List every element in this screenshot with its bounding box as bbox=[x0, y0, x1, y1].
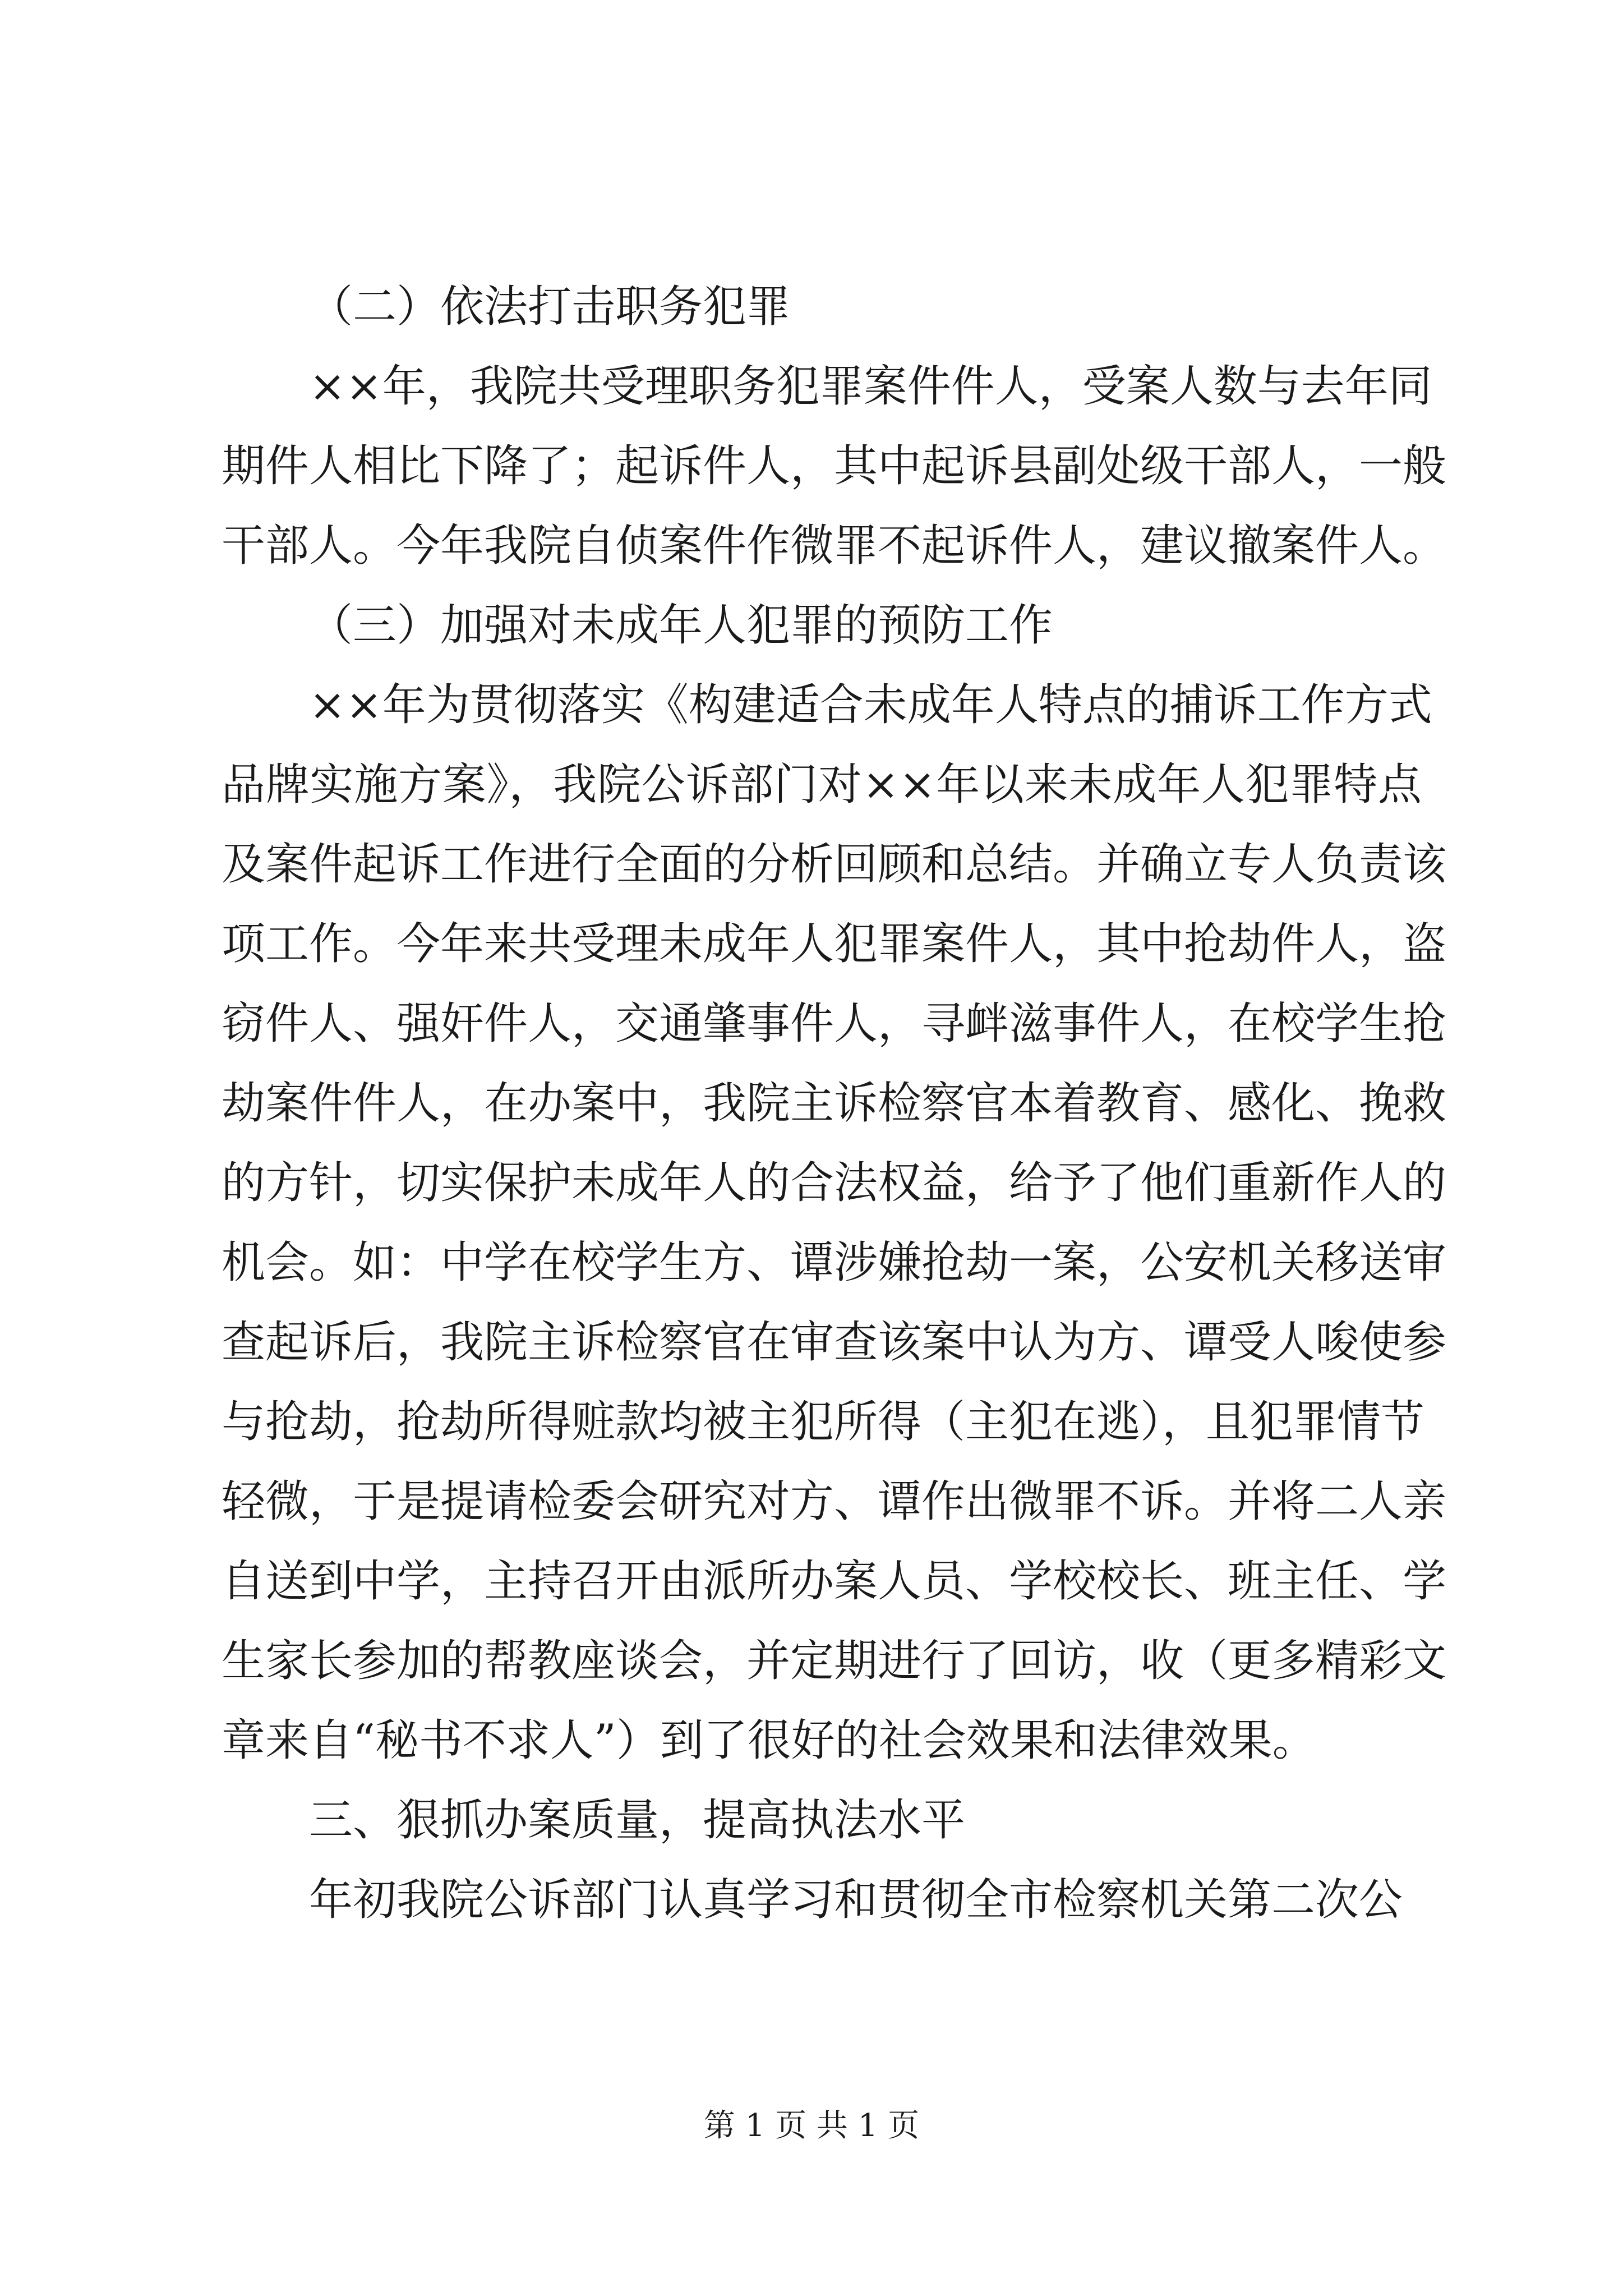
paragraph-line: 轻微，于是提请检委会研究对方、谭作出微罪不诉。并将二人亲 bbox=[222, 1476, 1447, 1527]
paragraph-line: 章来自“秘书不求人”）到了很好的社会效果和法律效果。 bbox=[222, 1715, 1316, 1766]
paragraph-line: 干部人。今年我院自侦案件作微罪不起诉件人，建议撤案件人。 bbox=[222, 521, 1447, 571]
paragraph-line: 自送到中学，主持召开由派所办案人员、学校校长、班主任、学 bbox=[222, 1556, 1447, 1607]
paragraph-line: 查起诉后，我院主诉检察官在审查该案中认为方、谭受人唆使参 bbox=[222, 1317, 1447, 1368]
paragraph-line: 项工作。今年来共受理未成年人犯罪案件人，其中抢劫件人，盗 bbox=[222, 919, 1447, 969]
section-heading: （三）加强对未成年人犯罪的预防工作 bbox=[309, 600, 1053, 651]
section-heading: （二）依法打击职务犯罪 bbox=[309, 282, 791, 332]
paragraph-line: 期件人相比下降了；起诉件人，其中起诉县副处级干部人，一般 bbox=[222, 441, 1447, 491]
paragraph-line: 劫案件件人，在办案中，我院主诉检察官本着教育、感化、挽救 bbox=[222, 1078, 1447, 1129]
paragraph-line: 的方针，切实保护未成年人的合法权益，给予了他们重新作人的 bbox=[222, 1158, 1447, 1208]
paragraph-line: 生家长参加的帮教座谈会，并定期进行了回访，收（更多精彩文 bbox=[222, 1636, 1447, 1686]
page-number: 第 1 页 共 1 页 bbox=[703, 2108, 920, 2144]
paragraph-line: 窃件人、强奸件人，交通肇事件人，寻衅滋事件人，在校学生抢 bbox=[222, 999, 1447, 1049]
paragraph-line: 机会。如：中学在校学生方、谭涉嫌抢劫一案，公安机关移送审 bbox=[222, 1237, 1447, 1288]
paragraph-line: 年初我院公诉部门认真学习和贯彻全市检察机关第二次公 bbox=[309, 1875, 1403, 1925]
paragraph-line: ××年为贯彻落实《构建适合未成年人特点的捕诉工作方式 bbox=[309, 680, 1432, 730]
paragraph-line: 品牌实施方案》，我院公诉部门对××年以来未成年人犯罪特点 bbox=[222, 760, 1422, 810]
paragraph-line: 及案件起诉工作进行全面的分析回顾和总结。并确立专人负责该 bbox=[222, 839, 1447, 890]
paragraph-line: ××年，我院共受理职务犯罪案件件人，受案人数与去年同 bbox=[309, 361, 1432, 412]
paragraph-line: 与抢劫，抢劫所得赃款均被主犯所得（主犯在逃），且犯罪情节 bbox=[222, 1397, 1425, 1447]
section-heading: 三、狠抓办案质量，提高执法水平 bbox=[309, 1795, 966, 1846]
document-body bbox=[222, 282, 1447, 1958]
